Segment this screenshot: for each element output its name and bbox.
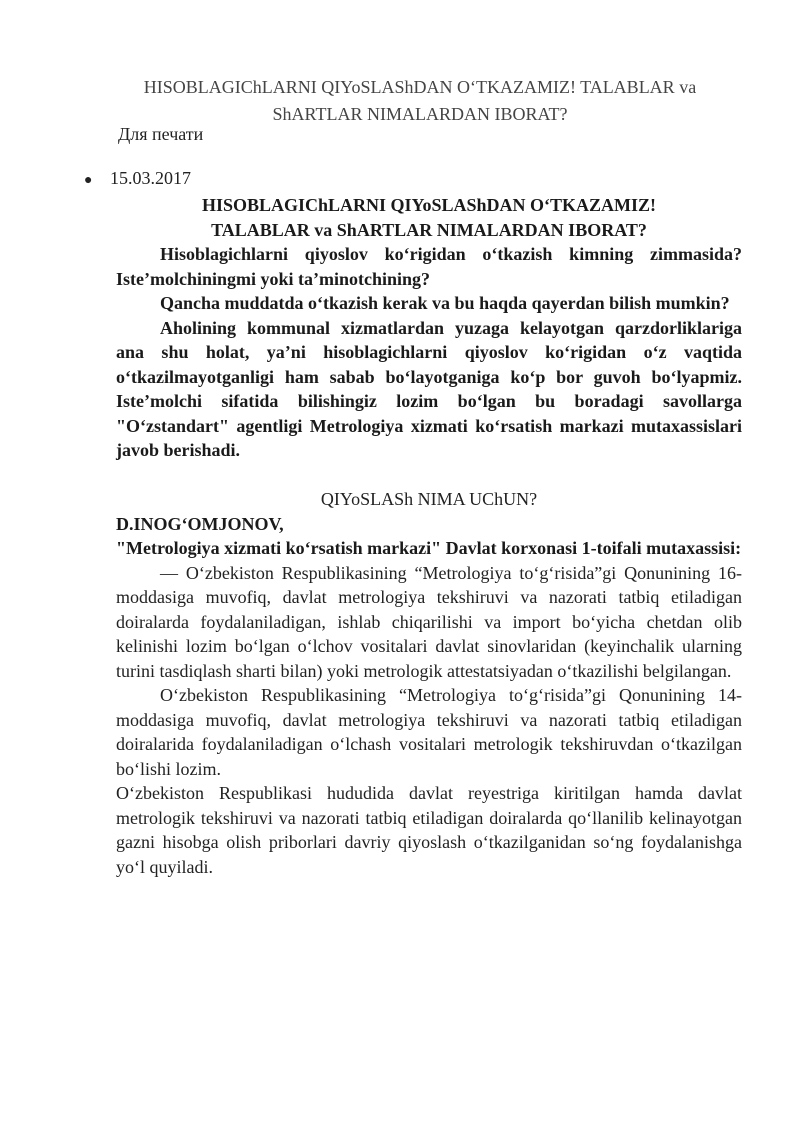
bullet-icon: ● [84, 173, 93, 188]
paragraph-3: O‘zbekiston Respublikasi hududida davlat reyestriga kiritilgan hamda davlat metrologik tekshiruvi va nazorati tatbiq etiladigan doiralarda qo‘llanilib kelinayotgan gazni hisobga olish priborlari davriy qiyoslash o‘tkazilganidan so‘ng foydalanishga yo‘l quyiladi. [116, 783, 742, 877]
article-body [116, 193, 742, 879]
lead-question-2: Qancha muddatda o‘tkazish kerak va bu haqda qayerdan bilish mumkin? [160, 293, 730, 313]
author-role: "Metrologiya xizmati ko‘rsatish markazi" Davlat korxonasi 1-toifali mutaxassisi: [116, 538, 742, 558]
article-heading-line-1: HISOBLAGIChLARNI QIYoSLAShDAN O‘TKAZAMIZ! [201, 195, 657, 215]
article-heading-line-2: TALABLAR va ShARTLAR NIMALARDAN IBORAT? [211, 219, 647, 240]
spacer [116, 463, 742, 488]
lead-question-1: Hisoblagichlarni qiyoslov ko‘rigidan o‘tkazish kimning zimmasida? Iste’molchiningmi yoki ta’minotchining? [116, 244, 742, 289]
publish-date: 15.03.2017 [110, 168, 191, 188]
lead-intro: Aholining kommunal xizmatlardan yuzaga kelayotgan qarzdorliklariga ana shu holat, ya’ni hisoblagichlarni qiyoslov ko‘rigidan o‘z vaqtida o‘tkazilmayotganligi ham sabab bo‘layotganiga ko‘p bor guvoh bo‘lyapmiz. Iste’molchi sifatida bilishingiz lozim bo‘lgan bu boradagi savollarga "O‘zstandart" agentligi Metrologiya xizmati ko‘rsatish markazi mutaxassislari javob berishadi. [116, 317, 742, 460]
print-link[interactable]: Для печати [118, 124, 204, 144]
author-name: D.INOG‘OMJONOV, [116, 513, 284, 534]
document-title [120, 74, 720, 128]
document-title-line-2: ShARTLAR NIMALARDAN IBORAT? [272, 104, 568, 124]
paragraph-1: — O‘zbekiston Respublikasining “Metrologiya to‘g‘risida”gi Qonunining 16-moddasiga muvofiq, davlat metrologiya tekshiruvi va nazorati tatbiq etiladigan doiralarda foydalaniladigan, ishlab chiqarilishi va import bo‘yicha chetdan olib kelinishi lozim bo‘lgan o‘lchov vositalari davlat sinovlaridan (keyinchalik ularning turini tasdiqlash sharti bilan) yoki metrologik attestatsiyadan o‘tkazilishi belgilangan. [116, 562, 742, 681]
paragraph-2: O‘zbekiston Respublikasining “Metrologiya to‘g‘risida”gi Qonunining 14-moddasiga muvofiq, davlat metrologiya tekshiruvi va nazorati tatbiq etiladigan doiralarida foydalaniladigan o‘lchash vositalari metrologik tekshiruvdan o‘tkazilgan bo‘lishi lozim. [116, 685, 742, 779]
date-list-item [84, 168, 191, 189]
document-title-line-1: HISOBLAGIChLARNI QIYoSLAShDAN O‘TKAZAMIZ! TALABLAR va [143, 77, 697, 97]
section-title: QIYoSLASh NIMA UChUN? [320, 489, 538, 509]
